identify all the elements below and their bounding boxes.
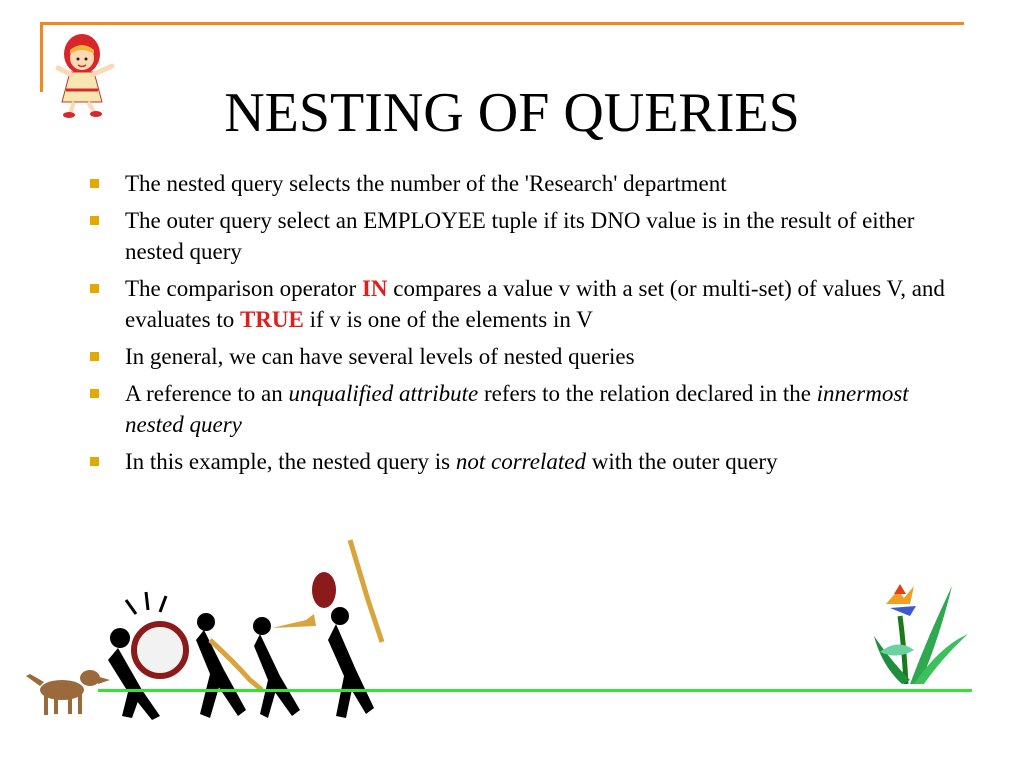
bullet-square-icon: [90, 457, 99, 466]
italic-term: innermost nested query: [125, 381, 909, 437]
bullet-item: [88, 341, 968, 372]
marching-band-clipart-icon: [10, 530, 420, 730]
bullet-square-icon: [90, 216, 99, 225]
flower-clipart-icon: [870, 576, 970, 686]
bullet-item: [88, 378, 968, 440]
bullet-text: The outer query select an EMPLOYEE tuple if its DNO value is in the result of either nested query: [125, 208, 915, 264]
bullet-text: compares a value v with a set (or multi-set) of values V, and evaluates to: [125, 276, 945, 332]
top-orange-rule: [40, 22, 964, 25]
slide-title: NESTING OF QUERIES: [224, 81, 800, 144]
bullet-text: refers to the relation declared in the: [478, 381, 817, 406]
bullet-square-icon: [90, 179, 99, 188]
bullet-text: In this example, the nested query is: [125, 449, 456, 474]
bullet-text: if v is one of the elements in V: [303, 307, 593, 332]
bullet-list: [88, 168, 968, 483]
bullet-square-icon: [90, 389, 99, 398]
italic-term: unqualified attribute: [288, 381, 479, 406]
bullet-item: [88, 205, 968, 267]
bullet-text: The comparison operator: [125, 276, 362, 301]
bullet-text: The nested query selects the number of the 'Research' department: [125, 171, 727, 196]
bullet-text: with the outer query: [585, 449, 778, 474]
bullet-square-icon: [90, 352, 99, 361]
bullet-item: [88, 273, 968, 335]
bullet-text: A reference to an: [125, 381, 289, 406]
italic-term: not correlated: [455, 449, 586, 474]
ground-line: [98, 689, 972, 692]
bullet-item: [88, 168, 968, 199]
bullet-text: In general, we can have several levels of nested queries: [125, 344, 635, 369]
emphasis-keyword: IN: [361, 276, 388, 301]
emphasis-keyword: TRUE: [239, 307, 304, 332]
bullet-item: [88, 446, 968, 477]
bullet-square-icon: [90, 284, 99, 293]
